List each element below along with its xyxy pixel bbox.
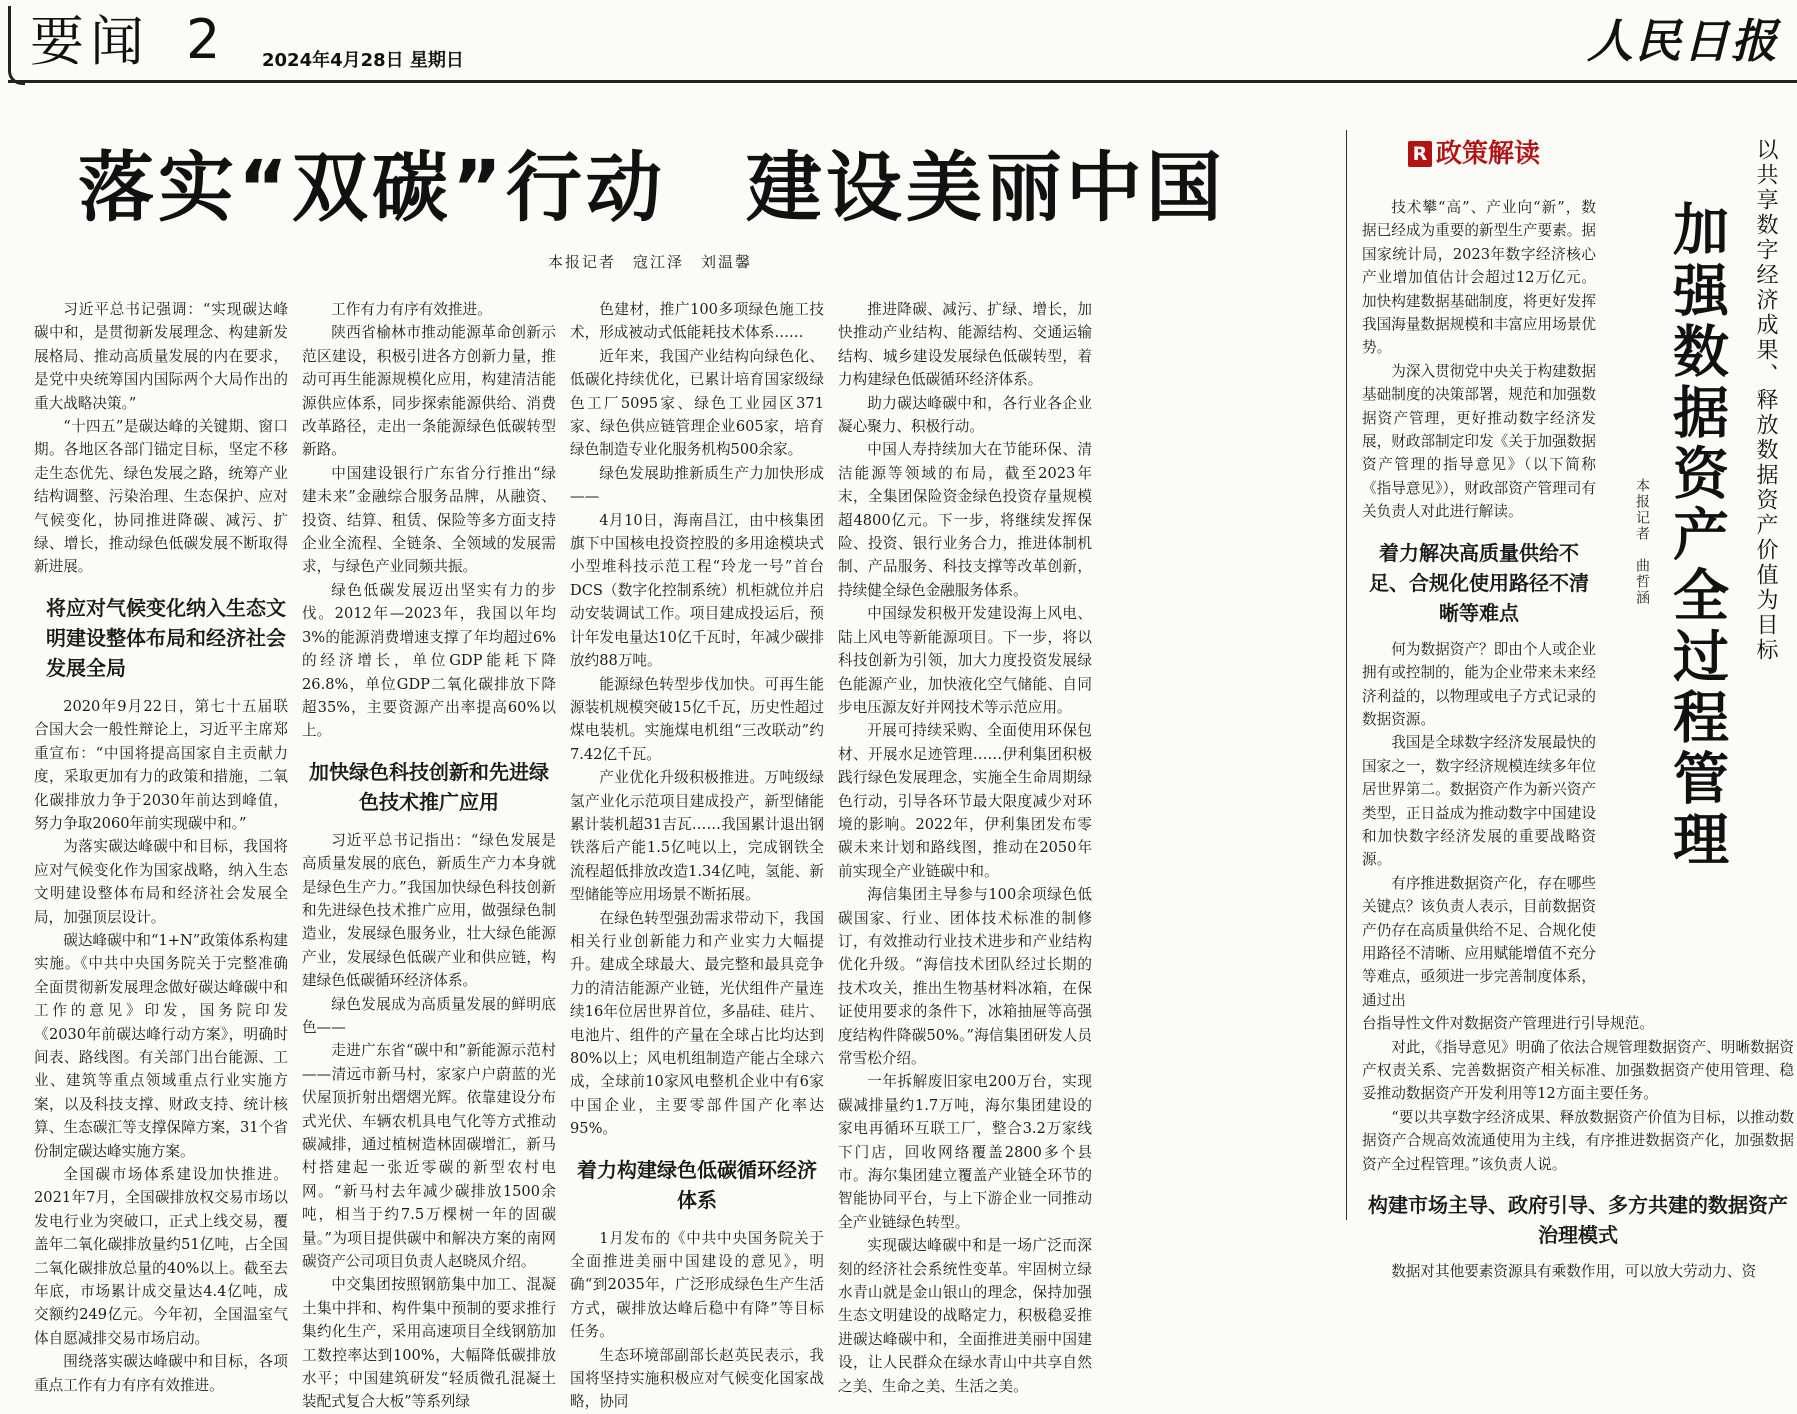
paragraph: 4月10日，海南昌江，由中核集团旗下中国核电投资控股的多用途模块式小型堆科技示范工程“玲龙一号”首台DCS（数字化控制系统）机柜就位并启动安装调试工作。项目建成投运后，预计年发电量达10亿千瓦时，年减少碳排放约88万吨。	[570, 511, 824, 670]
paragraph: 绿色发展助推新质生产力加快形成——	[570, 464, 824, 506]
policy-byline: 本报记者 曲哲涵	[1634, 478, 1650, 606]
policy-tag-label: 政策解读	[1436, 139, 1541, 169]
paragraph: 中国建设银行广东省分行推出“绿建未来”金融综合服务品牌，从融资、投资、结算、租赁、保险等多方面支持企业全流程、全链条、全领域的发展需求，与绿色产业同频共振。	[302, 464, 556, 576]
paragraph: 产业优化升级积极推进。万吨级绿氢产业化示范项目建成投产，新型储能累计装机超31吉瓦……我国累计退出钢铁落后产能1.5亿吨以上，完成钢铁全流程超低排放改造1.34亿吨，氢能、新型储能等应用场景不断拓展。	[570, 769, 824, 904]
paragraph: 中交集团按照钢筋集中加工、混凝土集中拌和、构件集中预制的要求推行集约化生产，采用高速项目全线钢筋加工数控率达到100%，大幅降低碳排放水平；中国建筑研发“轻质微孔混凝土装配式复合大板”等系列绿	[302, 1276, 556, 1411]
subheading: 构建市场主导、政府引导、多方共建的数据资产治理模式	[1368, 1193, 1788, 1248]
paragraph: 为落实碳达峰碳中和目标，我国将应对气候变化作为国家战略，纳入生态文明建设整体布局和经济社会发展全局，加强顶层设计。	[34, 838, 288, 926]
column-divider	[1346, 130, 1347, 1220]
paragraph: 实现碳达峰碳中和是一场广泛而深刻的经济社会系统性变革。牢固树立绿水青山就是金山银山的理念，保持加强生态文明建设的战略定力，积极稳妥推进碳达峰碳中和，全面推进美丽中国建设，让人民群众在绿水青山中共享自然之美、生命之美、生活之美。	[838, 1237, 1092, 1395]
paragraph: 一年拆解废旧家电200万台，实现碳减排量约1.7万吨，海尔集团建设的家电再循环互联工厂，整合3.2万家线下门店，回收网络覆盖2800多个县市。海尔集团建立覆盖产业链全环节的智能协同平台，与上下游企业一同推动全产业链绿色转型。	[838, 1073, 1092, 1231]
subheading: 将应对气候变化纳入生态文明建设整体布局和经济社会发展全局	[46, 595, 286, 680]
policy-body-narrow	[1362, 196, 1596, 1012]
paragraph: “要以共享数字经济成果、释放数据资产价值为目标，以推动数据资产合规高效流通使用为主线，有序推进数据资产化，加强数据资产全过程管理。”该负责人说。	[1362, 1108, 1794, 1173]
paragraph: 数据对其他要素资源具有乘数作用，可以放大劳动力、资	[1391, 1263, 1757, 1281]
paragraph: 对此，《指导意见》明确了依法合规管理数据资产、明晰数据资产权责关系、完善数据资产相关标准、加强数据资产使用管理、稳妥推动数据资产开发利用等12方面主要任务。	[1362, 1038, 1794, 1103]
paragraph: 2020年9月22日，第七十五届联合国大会一般性辩论上，习近平主席郑重宣布：“中国将提高国家自主贡献力度，采取更加有力的政策和措施，二氧化碳排放力争于2030年前达到峰值，努力争取2060年前实现碳中和。”	[34, 697, 288, 832]
paragraph: 全国碳市场体系建设加快推进。2021年7月，全国碳排放权交易市场以发电行业为突破口，正式上线交易，覆盖年二氧化碳排放量约51亿吨，占全国二氧化碳排放总量的40%以上。截至去年底，市场累计成交量达4.4亿吨，成交额约249亿元。今年初，全国温室气体自愿减排交易市场启动。	[34, 1166, 288, 1347]
page-number: 2	[186, 8, 221, 71]
paragraph: 绿色低碳发展迈出坚实有力的步伐。2012年—2023年，我国以年均3%的能源消费增速支撑了年均超过6%的经济增长，单位GDP能耗下降26.8%，单位GDP二氧化碳排放下降超35%，主要资源产出率提高60%以上。	[302, 581, 556, 740]
paragraph: 中国绿发积极开发建设海上风电、陆上风电等新能源项目。下一步，将以科技创新为引领，加大力度投资发展绿色能源产业，加快液化空气储能、自同步电压源友好并网技术等示范应用。	[838, 605, 1092, 716]
paragraph: 习近平总书记强调：“实现碳达峰碳中和，是贯彻新发展理念、构建新发展格局、推动高质量发展的内在要求，是党中央统筹国内国际两个大局作出的重大战略决策。”	[34, 301, 288, 412]
paragraph: 碳达峰碳中和“1+N”政策体系构建实施。《中共中央国务院关于完整准确全面贯彻新发展理念做好碳达峰碳中和工作的意见》印发，国务院印发《2030年前碳达峰行动方案》，明确时间表、路线图。有关部门出台能源、工业、建筑等重点领域重点行业实施方案，以及科技支撑、财政支持、统计核算、生态碳汇等支撑保障方案，31个省份制定碳达峰实施方案。	[34, 931, 288, 1160]
paragraph: 何为数据资产？即由个人或企业拥有或控制的，能为企业带来未来经济利益的，以物理或电子方式记录的数据资源。	[1362, 640, 1596, 728]
policy-body	[1362, 196, 1794, 1281]
paragraph: 陕西省榆林市推动能源革命创新示范区建设，积极引进各方创新力量，推动可再生能源规模化应用，构建清洁能源供应体系，同步探索能源供给、消费改革路径，走出一条能源绿色低碳转型新路。	[302, 324, 556, 459]
paragraph: 助力碳达峰碳中和，各行业各企业凝心聚力、积极行动。	[838, 394, 1092, 436]
article-byline: 本报记者 寇江泽 刘温馨	[548, 253, 753, 271]
paragraph: 中国人寿持续加大在节能环保、清洁能源等领域的布局，截至2023年末，全集团保险资金绿色投资存量规模超4800亿元。下一步，将继续发挥保险、投资、银行业务合力，推进体制机制、产品服务、科技支撑等改革创新，持续健全绿色金融服务体系。	[838, 441, 1092, 599]
subheading: 着力构建绿色低碳循环经济体系	[577, 1157, 817, 1212]
masthead-logo: 人民日报	[1587, 14, 1779, 68]
paragraph: 近年来，我国产业结构向绿色化、低碳化持续优化，已累计培育国家级绿色工厂5095家、绿色工业园区371家、绿色供应链管理企业605家，培育绿色制造专业化服务机构500余家。	[570, 347, 824, 459]
paragraph: “十四五”是碳达峰的关键期、窗口期。各地区各部门锚定目标，坚定不移走生态优先、绿色发展之路，统筹产业结构调整、污染治理、生态保护、应对气候变化，协同推进降碳、减污、扩绿、增长，推动绿色低碳发展不断取得新进展。	[34, 418, 288, 576]
policy-body-wide	[1362, 1012, 1794, 1283]
header-rule	[8, 80, 1797, 83]
header-bracket	[8, 6, 25, 85]
paragraph: 海信集团主导参与100余项绿色低碳国家、行业、团体技术标准的制修订，有效推动行业技术进步和产业结构优化升级。“海信技术团队经过长期的技术攻关，推出生物基材料冰箱，在保证使用要求的条件下，冰箱抽屉等高强度结构件降碳50%。”海信集团研发人员常雪松介绍。	[838, 886, 1092, 1067]
article-column-3	[570, 298, 824, 1411]
paragraph: 生态环境部副部长赵英民表示，我国将坚持实施积极应对气候变化国家战略，协同	[570, 1346, 824, 1411]
paragraph: 习近平总书记指出：“绿色发展是高质量发展的底色，新质生产力本身就是绿色生产力。”我国加快绿色科技创新和先进绿色技术推广应用，做强绿色制造业，发展绿色服务业，壮大绿色能源产业，发展绿色低碳产业和供应链，构建绿色低碳循环经济体系。	[302, 831, 556, 990]
paragraph: 绿色发展成为高质量发展的鲜明底色——	[302, 995, 556, 1036]
paragraph: 开展可持续采购、全面使用环保包材、开展水足迹管理……伊利集团积极践行绿色发展理念，实施全生命周期绿色行动，引导各环节最大限度减少对环境的影响。2022年，伊利集团发布零碳未来计划和路线图，推动在2050年前实现全产业链碳中和。	[838, 722, 1092, 880]
paragraph: 1月发布的《中共中央国务院关于全面推进美丽中国建设的意见》，明确“到2035年，广泛形成绿色生产生活方式，碳排放达峰后稳中有降”等目标任务。	[570, 1229, 824, 1341]
paragraph: 色建材，推广100多项绿色施工技术，形成被动式低能耗技术体系……	[570, 301, 824, 342]
subheading: 着力解决高质量供给不足、合规化使用路径不清晰等难点	[1369, 540, 1589, 625]
article-column-1	[34, 298, 288, 1394]
article-column-4	[838, 298, 1092, 1395]
paragraph: 技术攀“高”、产业向“新”，数据已经成为重要的新型生产要素。据国家统计局，2023年数字经济核心产业增加值估计会超过12万亿元。加快构建数据基础制度，将更好发挥我国海量数据规模和丰富应用场景优势。	[1362, 199, 1596, 357]
subheading: 加快绿色科技创新和先进绿色技术推广应用	[309, 759, 549, 814]
paragraph: 能源绿色转型步伐加快。可再生能源装机规模突破15亿千瓦，历史性超过煤电装机。实施煤电机组“三改联动”约7.42亿千瓦。	[570, 675, 824, 763]
paragraph: 我国是全球数字经济发展最快的国家之一，数字经济规模连续多年位居世界第二。数据资产作为新兴资产类型，正日益成为推动数字中国建设和加快数字经济发展的重要战略资源。	[1362, 734, 1596, 869]
paragraph: 在绿色转型强劲需求带动下，我国相关行业创新能力和产业实力大幅提升。建成全球最大、最完整和最具竞争力的清洁能源产业链，光伏组件产量连续16年位居世界首位，多晶硅、硅片、电池片、组件的产量在全球占比均达到80%以上；风电机组制造产能占全球六成，全球前10家风电整机企业中有6家中国企业，主要零部件国产化率达95%。	[570, 909, 824, 1138]
policy-headline: 加强数据资产全过程管理	[1664, 200, 1729, 871]
r-badge-icon: R	[1408, 141, 1432, 167]
paragraph: 走进广东省“碳中和”新能源示范村——清远市新马村，家家户户蔚蓝的光伏屋顶折射出熠熠光辉。依靠建设分布式光伏、车辆农机具电气化等方式推动碳减排，通过植树造林固碳增汇，新马村搭建起一张近零碳的新型农村电网。“新马村去年减少碳排放1500余吨，相当于约7.5万棵树一年的固碳量。”为项目提供碳中和解决方案的南网碳资产公司项目负责人赵晓凤介绍。	[302, 1042, 556, 1271]
paragraph: 推进降碳、减污、扩绿、增长，加快推动产业结构、能源结构、交通运输结构、城乡建设发展绿色低碳转型，着力构建绿色低碳循环经济体系。	[838, 301, 1092, 389]
article-column-2	[302, 298, 556, 1411]
page-header	[0, 0, 1797, 88]
paragraph: 台指导性文件对数据资产管理进行引导规范。	[1362, 1015, 1654, 1033]
paragraph: 围绕落实碳达峰碳中和目标，各项重点工作有力有序有效推进。	[34, 1353, 288, 1394]
policy-section-tag	[1408, 136, 1540, 172]
paragraph: 工作有力有序有效推进。	[331, 301, 492, 318]
paragraph: 有序推进数据资产化，存在哪些关键点？该负责人表示，目前数据资产仍存在高质量供给不足、合规化使用路径不清晰、应用赋能增值不充分等难点，亟须进一步完善制度体系，通过出	[1362, 874, 1596, 1009]
issue-date: 2024年4月28日 星期日	[262, 50, 464, 71]
policy-deck: 以共享数字经济成果、释放数据资产价值为目标	[1753, 138, 1778, 663]
paragraph: 为深入贯彻党中央关于构建数据基础制度的决策部署，规范和加强数据资产管理，更好推动数字经济发展，财政部制定印发《关于加强数据资产管理的指导意见》（以下简称《指导意见》），财政部资产管理司有关负责人对此进行解读。	[1362, 362, 1596, 521]
section-name: 要闻	[30, 10, 150, 73]
main-headline: 落实“双碳”行动 建设美丽中国	[78, 143, 1226, 232]
